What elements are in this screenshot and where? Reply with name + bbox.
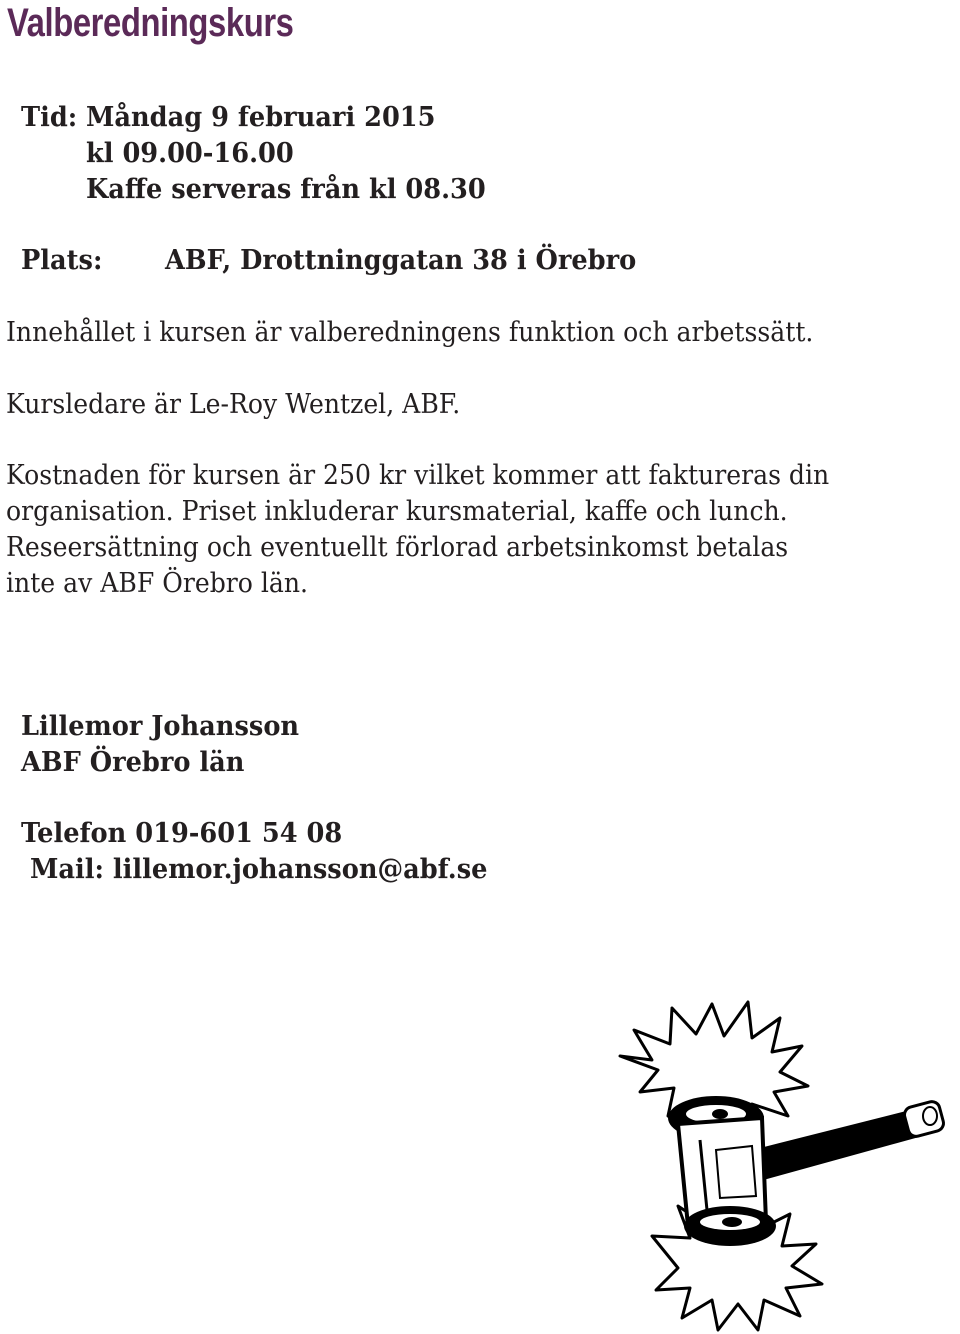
contact-name: Lillemor Johansson (21, 711, 300, 742)
time-label: Tid: (21, 102, 78, 133)
leader-paragraph: Kursledare är Le-Roy Wentzel, ABF. (6, 389, 461, 420)
contact-phone: Telefon 019-601 54 08 (21, 818, 343, 849)
cost-line: organisation. Priset inkluderar kursmaterial, kaffe och lunch. (6, 496, 788, 527)
contact-mail: Mail: lillemor.johansson@abf.se (30, 854, 488, 885)
cost-line: Kostnaden för kursen är 250 kr vilket kommer att faktureras din (6, 460, 830, 491)
cost-line: inte av ABF Örebro län. (6, 568, 309, 599)
place-value: ABF, Drottninggatan 38 i Örebro (165, 245, 637, 276)
contact-org: ABF Örebro län (21, 747, 245, 778)
place-label: Plats: (21, 245, 103, 276)
time-hours: kl 09.00-16.00 (86, 138, 294, 169)
gavel-icon (612, 1000, 960, 1334)
cost-line: Reseersättning och eventuellt förlorad arbetsinkomst betalas (6, 532, 789, 563)
content-paragraph: Innehållet i kursen är valberedningens funktion och arbetssätt. (6, 317, 814, 348)
page-title: Valberedningskurs (7, 1, 294, 45)
time-date: Måndag 9 februari 2015 (86, 102, 436, 133)
time-coffee: Kaffe serveras från kl 08.30 (86, 174, 486, 205)
